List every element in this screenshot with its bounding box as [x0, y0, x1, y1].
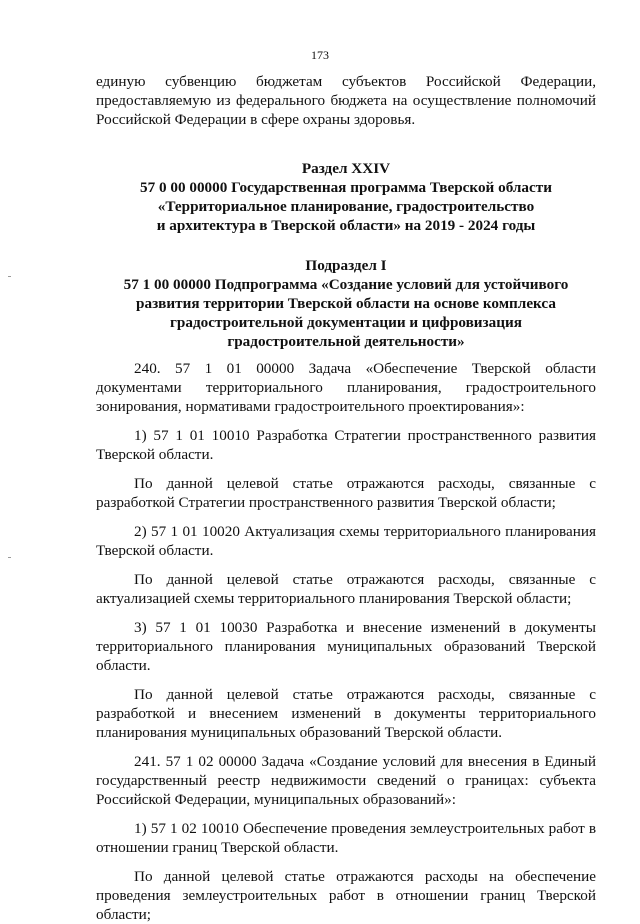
section-heading-line: Раздел XXIV: [301, 160, 391, 177]
section-heading-line: и архитектура в Тверской области» на 2019 - 2024 годы: [156, 217, 536, 234]
subsection-heading-line: развития территории Тверской области на основе комплекса: [136, 295, 556, 312]
task-paragraph: 241. 57 1 02 00000 Задача «Создание условий для внесения в Единый государственный реестр недвижимости сведений о границах: субъекта Российской Федерации, муниципальных образований»:: [96, 753, 596, 808]
item-paragraph: 3) 57 1 01 10030 Разработка и внесение изменений в документы территориального планирования муниципальных образований Тверской области.: [96, 619, 596, 674]
subsection-heading-line: 57 1 00 00000 Подпрограмма «Создание условий для устойчивого: [123, 276, 569, 293]
description-paragraph: По данной целевой статье отражаются расходы, связанные с разработкой и внесением изменений в документы территориального планирования муниципальных образований Тверской области.: [96, 686, 596, 741]
scan-edge-mark: [8, 557, 11, 558]
subsection-heading-line: градостроительной деятельности»: [227, 333, 465, 350]
item-paragraph: 1) 57 1 01 10010 Разработка Стратегии пространственного развития Тверской области.: [96, 427, 596, 463]
document-body: [96, 72, 596, 924]
task-paragraph: 240. 57 1 01 00000 Задача «Обеспечение Тверской области документами территориального планирования, градостроительного зонирования, нормативами градостроительного проектирования»:: [96, 360, 596, 415]
scan-edge-mark: [8, 276, 11, 277]
subsection-heading-line: Подраздел I: [305, 257, 387, 274]
section-heading-line: «Территориальное планирование, градостроительство: [157, 198, 535, 215]
item-paragraph: 1) 57 1 02 10010 Обеспечение проведения землеустроительных работ в отношении границ Тверской области.: [96, 820, 596, 856]
subsection-heading: [96, 256, 596, 351]
intro-paragraph: единую субвенцию бюджетам субъектов Российской Федерации, предоставляемую из федерального бюджета на осуществление полномочий Российской Федерации в сфере охраны здоровья.: [96, 73, 596, 128]
description-paragraph: По данной целевой статье отражаются расходы на обеспечение проведения землеустроительных работ в отношении границ Тверской области;: [96, 868, 596, 923]
description-paragraph: По данной целевой статье отражаются расходы, связанные с разработкой Стратегии пространственного развития Тверской области;: [96, 475, 596, 511]
subsection-heading-line: градостроительной документации и цифровизация: [170, 314, 522, 331]
description-paragraph: По данной целевой статье отражаются расходы, связанные с актуализацией схемы территориального планирования Тверской области;: [96, 571, 596, 607]
item-paragraph: 2) 57 1 01 10020 Актуализация схемы территориального планирования Тверской области.: [96, 523, 596, 559]
section-heading-line: 57 0 00 00000 Государственная программа Тверской области: [140, 179, 552, 196]
page-number: 173: [311, 48, 329, 62]
section-heading: [96, 159, 596, 235]
